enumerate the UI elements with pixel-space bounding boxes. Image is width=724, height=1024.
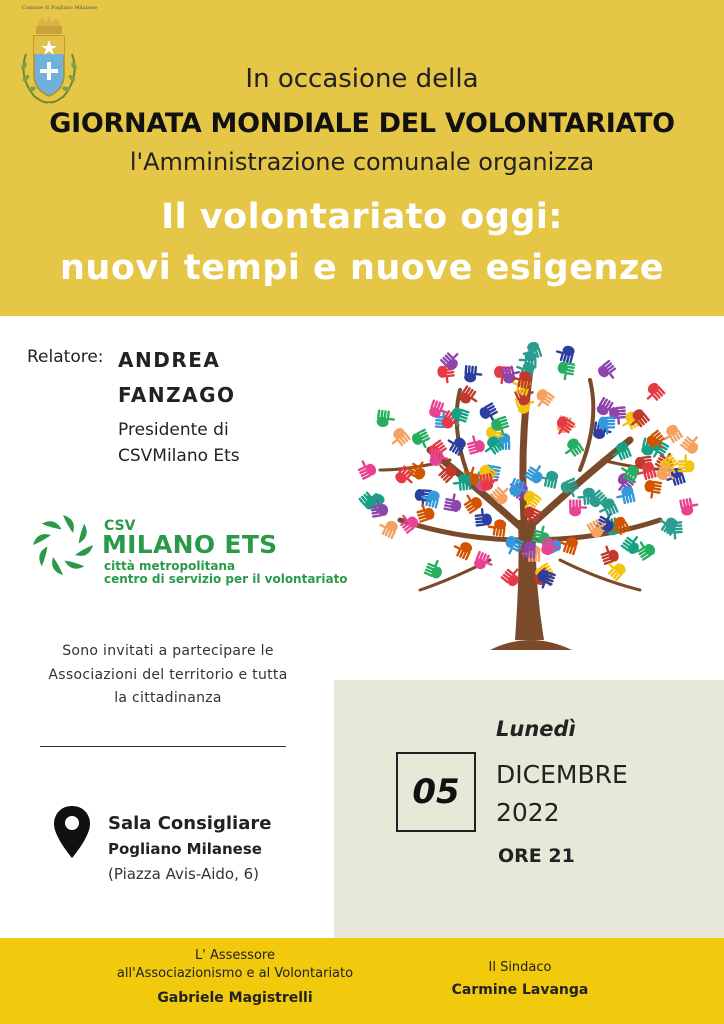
- hand-shape: [444, 432, 468, 456]
- invitation-line-3: la cittadinanza: [114, 690, 222, 706]
- hand-shape: [376, 409, 396, 428]
- hand-shape: [680, 431, 705, 456]
- assessor-role-line-2: all'Associazionismo e al Volontariato: [116, 966, 354, 981]
- venue-address: (Piazza Avis-Aido, 6): [108, 865, 260, 883]
- crest-caption: Comune di Pogliano Milanese: [22, 5, 98, 11]
- hand-shape: [452, 473, 472, 492]
- hand-shape: [531, 387, 555, 412]
- municipal-crest-icon: [12, 4, 86, 110]
- mayor-role: Il Sindaco: [488, 960, 552, 975]
- event-weekday: Lunedì: [496, 717, 576, 741]
- csv-logo-subtitle-2: centro di servizio per il volontariato: [104, 572, 348, 586]
- hands-tree-illustration: [340, 320, 720, 676]
- speaker-first-name: ANDREA: [118, 348, 221, 372]
- hands-foliage: [355, 340, 704, 591]
- speaker-role-line-2: CSVMilano Ets: [118, 446, 240, 466]
- divider: [40, 746, 286, 747]
- hand-shape: [551, 414, 575, 438]
- hand-shape: [614, 485, 635, 505]
- hand-shape: [407, 457, 431, 481]
- hand-shape: [474, 507, 493, 527]
- hand-shape: [609, 406, 628, 425]
- hand-shape: [598, 543, 620, 566]
- hand-shape: [679, 496, 700, 516]
- day-box: [396, 752, 476, 832]
- assessor-name: Gabriele Magistrelli: [157, 990, 313, 1006]
- assessor-role-line-1: L' Assessore: [195, 948, 275, 963]
- event-month: DICEMBRE: [496, 760, 628, 789]
- intro-text: In occasione della: [245, 64, 479, 94]
- csv-logo-small: CSV: [104, 518, 136, 534]
- hand-shape: [443, 492, 463, 513]
- hand-shape: [520, 340, 542, 362]
- hand-shape: [423, 557, 446, 580]
- hand-shape: [643, 479, 663, 500]
- hand-shape: [450, 538, 473, 561]
- event-hour: ORE 21: [498, 845, 575, 867]
- csv-milano-logo-icon: [30, 512, 96, 578]
- title-line-2: nuovi tempi e nuove esigenze: [60, 248, 664, 288]
- speaker-role-line-1: Presidente di: [118, 420, 229, 440]
- location-pin-icon: [52, 804, 92, 860]
- invitation-line-2: Associazioni del territorio e tutta: [48, 667, 288, 683]
- venue-name: Sala Consigliare: [108, 813, 272, 834]
- hand-shape: [386, 426, 411, 451]
- hand-shape: [560, 436, 584, 460]
- hand-shape: [376, 516, 399, 539]
- hand-shape: [556, 361, 576, 381]
- speaker-label: Relatore:: [27, 347, 104, 367]
- hand-shape: [554, 343, 576, 364]
- organizer-text: l'Amministrazione comunale organizza: [129, 148, 595, 176]
- hand-shape: [472, 551, 495, 574]
- hand-shape: [665, 521, 683, 540]
- hand-shape: [641, 381, 666, 406]
- hand-shape: [355, 457, 378, 481]
- venue-town: Pogliano Milanese: [108, 840, 262, 858]
- speaker-last-name: FANZAGO: [118, 383, 236, 407]
- hand-shape: [464, 365, 483, 384]
- hand-shape: [524, 461, 548, 485]
- csv-logo-subtitle-1: città metropolitana: [104, 559, 236, 573]
- title-line-1: Il volontariato oggi:: [161, 197, 563, 237]
- mayor-name: Carmine Lavanga: [451, 982, 589, 998]
- invitation-line-1: Sono invitati a partecipare le: [62, 643, 274, 659]
- hand-shape: [596, 359, 620, 384]
- event-day: 05: [412, 772, 460, 812]
- hand-shape: [465, 433, 486, 455]
- event-name: GIORNATA MONDIALE DEL VOLONTARIATO: [49, 108, 675, 139]
- csv-logo-name: MILANO ETS: [102, 530, 278, 559]
- event-year: 2022: [496, 798, 560, 827]
